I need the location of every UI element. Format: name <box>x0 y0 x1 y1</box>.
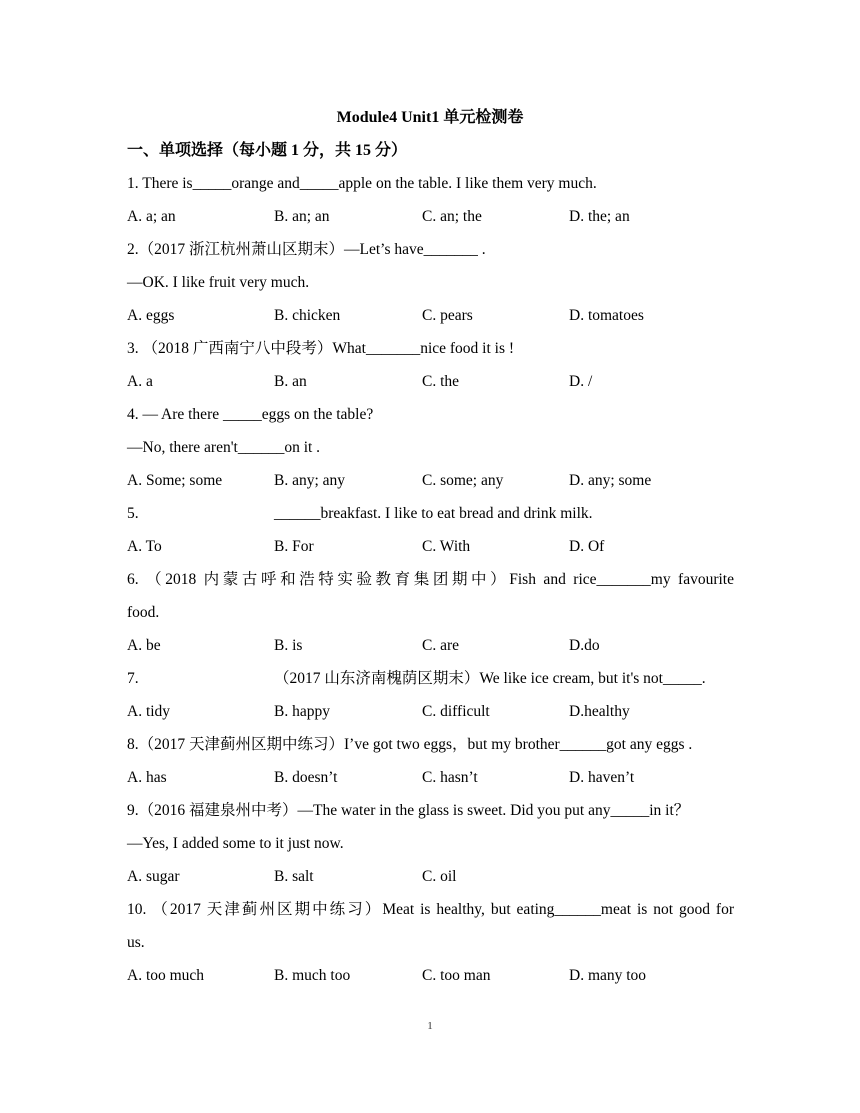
option-a: A. be <box>127 637 161 654</box>
option-b: B. doesn’t <box>274 769 338 786</box>
question-9-options <box>127 866 734 899</box>
question-5-number: 5. <box>127 505 139 522</box>
option-b: B. an <box>274 373 307 390</box>
option-a: A. To <box>127 538 162 555</box>
question-7-text <box>127 668 734 701</box>
option-b: B. salt <box>274 868 314 885</box>
option-c: C. With <box>422 538 471 555</box>
option-d: D. the; an <box>569 208 630 225</box>
option-c: C. some; any <box>422 472 504 489</box>
question-1-options <box>127 206 734 239</box>
option-d: D.healthy <box>569 703 630 720</box>
question-4-text: 4. — Are there _____eggs on the table? <box>127 406 374 423</box>
question-1-text: 1. There is_____orange and_____apple on the table. I like them very much. <box>127 175 597 192</box>
page-number: 1 <box>427 1020 433 1032</box>
question-7-options <box>127 701 734 734</box>
option-b: B. any; any <box>274 472 346 489</box>
option-b: B. an; an <box>274 208 330 225</box>
option-c: C. an; the <box>422 208 482 225</box>
option-c: C. the <box>422 373 460 390</box>
option-d: D. haven’t <box>569 769 635 786</box>
option-b: B. For <box>274 538 314 555</box>
question-list <box>127 173 734 998</box>
question-3-options <box>127 371 734 404</box>
option-d: D.do <box>569 637 600 654</box>
question-10-text: 10. （2017 天津蓟州区期中练习）Meat is healthy, but eating______meat is not good for <box>127 901 734 918</box>
question-7-stem: （2017 山东济南槐荫区期末）We like ice cream, but it's not_____. <box>274 670 706 687</box>
question-5-stem: ______breakfast. I like to eat bread and drink milk. <box>274 505 593 522</box>
question-2-options <box>127 305 734 338</box>
option-a: A. a <box>127 373 153 390</box>
option-d: D. any; some <box>569 472 652 489</box>
option-a: A. sugar <box>127 868 180 885</box>
question-10-options <box>127 965 734 998</box>
question-9-text: 9.（2016 福建泉州中考）—The water in the glass is sweet. Did you put any_____in it？ <box>127 802 690 819</box>
option-b: B. happy <box>274 703 330 720</box>
option-b: B. chicken <box>274 307 341 324</box>
question-10-text-2: us. <box>127 934 145 951</box>
question-6-text-2: food. <box>127 604 160 621</box>
question-6-text: 6. （2018 内蒙古呼和浩特实验教育集团期中）Fish and rice_______my favourite <box>127 571 734 588</box>
question-4-text-2: —No, there aren't______on it . <box>127 439 321 456</box>
option-c: C. are <box>422 637 460 654</box>
question-8-text: 8.（2017 天津蓟州区期中练习）I’ve got two eggs，but my brother______got any eggs . <box>127 736 693 753</box>
option-b: B. much too <box>274 967 351 984</box>
question-2-text: 2.（2017 浙江杭州萧山区期末）—Let’s have_______ . <box>127 241 486 258</box>
option-c: C. pears <box>422 307 473 324</box>
question-7-number: 7. <box>127 670 139 687</box>
question-3-text: 3. （2018 广西南宁八中段考）What_______nice food it is ! <box>127 340 515 357</box>
option-d: D. many too <box>569 967 647 984</box>
option-b: B. is <box>274 637 303 654</box>
option-a: A. tidy <box>127 703 171 720</box>
option-c: C. too man <box>422 967 491 984</box>
option-c: C. oil <box>422 868 457 885</box>
question-5-text <box>127 503 734 536</box>
option-c: C. difficult <box>422 703 490 720</box>
question-2-text-2: —OK. I like fruit very much. <box>127 274 310 291</box>
question-8-options <box>127 767 734 800</box>
question-9-text-2: —Yes, I added some to it just now. <box>127 835 344 852</box>
question-5-options <box>127 536 734 569</box>
option-a: A. Some; some <box>127 472 223 489</box>
question-4-options <box>127 470 734 503</box>
option-d: D. Of <box>569 538 605 555</box>
option-d: D. / <box>569 373 593 390</box>
question-6-options <box>127 635 734 668</box>
option-a: A. eggs <box>127 307 175 324</box>
option-a: A. a; an <box>127 208 176 225</box>
option-a: A. has <box>127 769 167 786</box>
section-heading: 一、单项选择（每小题 1 分，共 15 分） <box>127 142 408 159</box>
option-a: A. too much <box>127 967 205 984</box>
option-d: D. tomatoes <box>569 307 644 324</box>
page-title: Module4 Unit1 单元检测卷 <box>336 109 524 126</box>
option-c: C. hasn’t <box>422 769 478 786</box>
